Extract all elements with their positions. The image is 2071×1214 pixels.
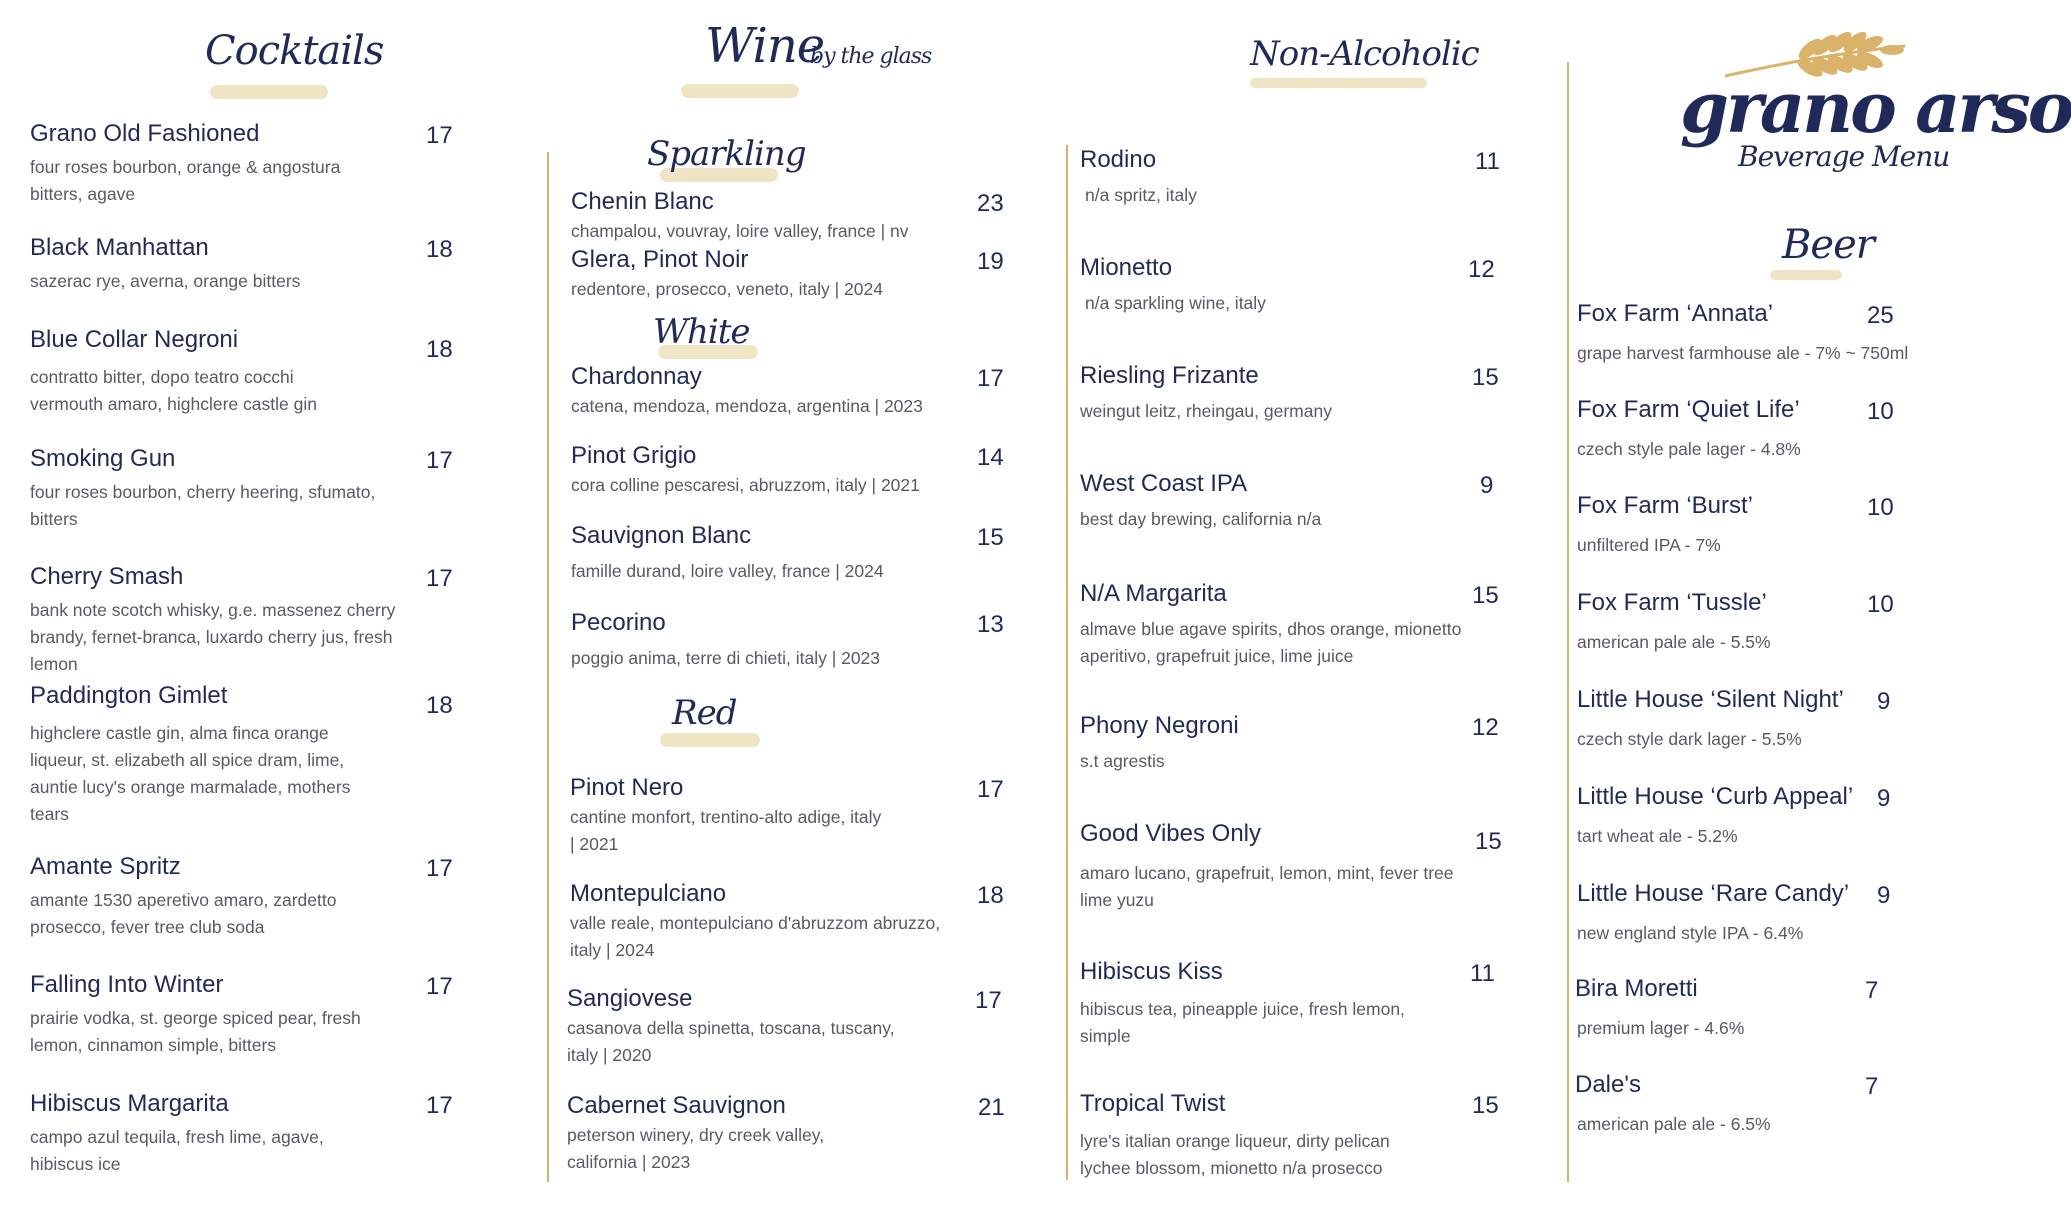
red-title-brush (660, 733, 760, 747)
item-name: Little House ‘Silent Night’ (1577, 686, 1844, 713)
non-alcoholic-title: Non-Alcoholic (1250, 34, 1479, 74)
item-description: cantine monfort, trentino-alto adige, italy | 2021 (570, 807, 882, 854)
menu-item (1577, 396, 1987, 463)
item-name: Montepulciano (570, 880, 727, 907)
menu-item (571, 363, 1016, 420)
item-price: 17 (426, 973, 453, 1000)
item-price: 9 (1877, 785, 1891, 812)
item-name: Hibiscus Kiss (1080, 958, 1223, 985)
red-title: Red (672, 693, 737, 733)
menu-item (571, 522, 1016, 585)
sparkling-title: Sparkling (647, 134, 806, 174)
cocktails-title-brush (210, 85, 328, 99)
item-description: amaro lucano, grapefruit, lemon, mint, fever tree lime yuzu (1080, 863, 1454, 910)
item-description: premium lager - 4.6% (1577, 1018, 1745, 1038)
menu-item (571, 246, 1016, 303)
item-name: Black Manhattan (30, 234, 209, 261)
item-price: 17 (977, 365, 1004, 392)
item-description: poggio anima, terre di chieti, italy | 2023 (571, 648, 881, 668)
item-name: Falling Into Winter (30, 971, 224, 998)
item-name: Fox Farm ‘Tussle’ (1577, 589, 1767, 616)
item-price: 15 (1472, 1092, 1499, 1119)
divider-non-alcoholic (1066, 145, 1068, 1180)
item-description: s.t agrestis (1080, 751, 1165, 771)
menu-item (1575, 975, 1985, 1042)
item-name: Rodino (1080, 146, 1157, 173)
item-name: Little House ‘Rare Candy’ (1577, 880, 1850, 907)
item-name: Phony Negroni (1080, 712, 1239, 739)
item-price: 17 (977, 776, 1004, 803)
item-description: american pale ale - 5.5% (1577, 632, 1771, 652)
item-price: 17 (975, 987, 1002, 1014)
item-price: 23 (977, 190, 1004, 217)
item-name: Cabernet Sauvignon (567, 1092, 786, 1119)
item-name: Chenin Blanc (571, 188, 714, 215)
item-description: almave blue agave spirits, dhos orange, mionetto aperitivo, grapefruit juice, lime juice (1080, 619, 1462, 666)
item-description: four roses bourbon, cherry heering, sfumato, bitters (30, 482, 376, 529)
item-description: best day brewing, california n/a (1080, 509, 1322, 529)
item-name: Fox Farm ‘Annata’ (1577, 300, 1774, 327)
item-description: bank note scotch whisky, g.e. massenez cherry brandy, fernet-branca, luxardo cherry jus, fresh lemon (30, 600, 396, 674)
item-price: 18 (426, 236, 453, 263)
item-price: 15 (977, 524, 1004, 551)
beer-title: Beer (1782, 222, 1874, 268)
item-description: hibiscus tea, pineapple juice, fresh lemon, simple (1080, 999, 1405, 1046)
menu-item (1577, 492, 1987, 559)
item-description: valle reale, montepulciano d'abruzzom abruzzo, italy | 2024 (570, 913, 941, 960)
item-price: 11 (1475, 148, 1500, 175)
item-price: 9 (1480, 472, 1494, 499)
item-description: tart wheat ale - 5.2% (1577, 826, 1738, 846)
item-price: 9 (1877, 882, 1891, 909)
item-description: casanova della spinetta, toscana, tuscany, italy | 2020 (567, 1018, 895, 1065)
wine-subtitle: by the glass (810, 44, 932, 69)
item-price: 9 (1877, 688, 1891, 715)
item-price: 17 (426, 122, 453, 149)
item-price: 15 (1472, 582, 1499, 609)
item-name: Blue Collar Negroni (30, 326, 239, 353)
item-description: american pale ale - 6.5% (1577, 1114, 1771, 1134)
menu-item (30, 563, 453, 678)
item-price: 11 (1470, 960, 1495, 987)
item-price: 15 (1475, 828, 1502, 855)
item-description: czech style pale lager - 4.8% (1577, 439, 1801, 459)
menu-item (30, 682, 453, 828)
item-name: Good Vibes Only (1080, 820, 1261, 847)
item-description: amante 1530 aperetivo amaro, zardetto prosecco, fever tree club soda (30, 890, 337, 937)
item-name: Sangiovese (567, 985, 693, 1012)
item-price: 25 (1867, 302, 1894, 329)
item-description: champalou, vouvray, loire valley, france | nv (571, 221, 909, 241)
menu-item (30, 234, 453, 295)
item-description: cora colline pescaresi, abruzzom, italy | 2021 (571, 475, 920, 495)
item-name: Fox Farm ‘Burst’ (1577, 492, 1754, 519)
item-description: czech style dark lager - 5.5% (1577, 729, 1802, 749)
item-price: 7 (1865, 977, 1879, 1004)
item-description: prairie vodka, st. george spiced pear, fresh lemon, cinnamon simple, bitters (30, 1008, 361, 1055)
item-name: Grano Old Fashioned (30, 120, 260, 147)
item-description: new england style IPA - 6.4% (1577, 923, 1804, 943)
menu-item (1577, 300, 1987, 367)
item-price: 7 (1865, 1073, 1879, 1100)
item-name: Tropical Twist (1080, 1090, 1226, 1117)
non-alcoholic-title-brush (1250, 78, 1427, 88)
item-price: 21 (978, 1094, 1005, 1121)
menu-item (30, 326, 453, 418)
menu-item (30, 120, 453, 208)
item-price: 17 (426, 447, 453, 474)
item-description: unfiltered IPA - 7% (1577, 535, 1721, 555)
wine-title: Wine (705, 18, 825, 74)
menu-item (1577, 783, 1987, 850)
item-name: Bira Moretti (1575, 975, 1698, 1002)
item-description: peterson winery, dry creek valley, california | 2023 (567, 1125, 825, 1172)
item-name: Glera, Pinot Noir (571, 246, 749, 273)
menu-item (1080, 254, 1495, 317)
item-name: Fox Farm ‘Quiet Life’ (1577, 396, 1800, 423)
item-price: 12 (1472, 714, 1499, 741)
beer-title-brush (1770, 270, 1842, 280)
item-price: 18 (426, 336, 453, 363)
menu-item (1575, 1071, 1985, 1138)
item-description: weingut leitz, rheingau, germany (1080, 401, 1332, 421)
menu-item (571, 442, 1016, 499)
item-name: Pecorino (571, 609, 666, 636)
item-name: Sauvignon Blanc (571, 522, 752, 549)
item-name: Dale's (1575, 1071, 1641, 1098)
item-description: highclere castle gin, alma finca orange liqueur, st. elizabeth all spice dram, lime, auntie lucy's orange marmalade, mothers tears (30, 723, 351, 824)
cocktails-title: Cocktails (205, 28, 384, 74)
menu-item (1080, 146, 1500, 209)
item-price: 15 (1472, 364, 1499, 391)
item-name: N/A Margarita (1080, 580, 1227, 607)
item-price: 18 (977, 882, 1004, 909)
menu-item (1080, 712, 1499, 775)
menu-item (567, 1092, 1012, 1176)
white-title: White (653, 312, 750, 352)
item-description: sazerac rye, averna, orange bitters (30, 271, 301, 291)
menu-item (571, 609, 1016, 672)
item-price: 14 (977, 444, 1004, 471)
item-name: Smoking Gun (30, 445, 176, 472)
menu-item (567, 985, 1012, 1069)
item-price: 13 (977, 611, 1004, 638)
brand-subtitle: Beverage Menu (1738, 140, 1950, 173)
menu-item (1577, 589, 1987, 656)
item-price: 17 (426, 855, 453, 882)
menu-item (1577, 880, 1987, 947)
item-name: Paddington Gimlet (30, 682, 228, 709)
item-name: Mionetto (1080, 254, 1173, 281)
item-description: grape harvest farmhouse ale - 7% ~ 750ml (1577, 343, 1909, 363)
menu-item (30, 853, 453, 941)
menu-item (570, 774, 1015, 858)
item-price: 17 (426, 565, 453, 592)
item-name: West Coast IPA (1080, 470, 1248, 497)
item-price: 18 (426, 692, 453, 719)
item-name: Riesling Frizante (1080, 362, 1259, 389)
item-description: famille durand, loire valley, france | 2024 (571, 561, 884, 581)
item-price: 17 (426, 1092, 453, 1119)
item-description: n/a spritz, italy (1085, 185, 1197, 205)
item-name: Little House ‘Curb Appeal’ (1577, 783, 1854, 810)
menu-item (1080, 820, 1502, 914)
item-name: Amante Spritz (30, 853, 181, 880)
item-name: Chardonnay (571, 363, 702, 390)
wine-title-brush (681, 84, 799, 98)
item-price: 10 (1867, 494, 1894, 521)
menu-item (570, 880, 1015, 964)
item-price: 19 (977, 248, 1004, 275)
divider-wine (547, 152, 549, 1182)
item-description: n/a sparkling wine, italy (1085, 293, 1266, 313)
menu-item (1577, 686, 1987, 753)
item-description: lyre's italian orange liqueur, dirty pelican lychee blossom, mionetto n/a prosecco (1080, 1131, 1390, 1178)
item-name: Cherry Smash (30, 563, 184, 590)
divider-beer (1567, 62, 1569, 1182)
item-price: 12 (1468, 256, 1495, 283)
menu-item (1080, 362, 1499, 425)
menu-item (30, 445, 453, 533)
brand-name: grano arso (1680, 66, 2071, 149)
menu-item (1080, 470, 1494, 533)
item-price: 10 (1867, 591, 1894, 618)
item-description: catena, mendoza, mendoza, argentina | 2023 (571, 396, 923, 416)
item-description: contratto bitter, dopo teatro cocchi vermouth amaro, highclere castle gin (30, 367, 317, 414)
item-description: four roses bourbon, orange & angostura bitters, agave (30, 157, 341, 204)
menu-item (30, 971, 453, 1059)
item-name: Pinot Nero (570, 774, 684, 801)
menu-item (1080, 958, 1495, 1050)
item-name: Hibiscus Margarita (30, 1090, 229, 1117)
menu-item (30, 1090, 453, 1178)
menu-item (1080, 1090, 1499, 1182)
item-description: campo azul tequila, fresh lime, agave, hibiscus ice (30, 1127, 324, 1174)
menu-item (1080, 580, 1499, 670)
item-price: 10 (1867, 398, 1894, 425)
menu-item (571, 188, 1016, 245)
item-name: Pinot Grigio (571, 442, 697, 469)
item-description: redentore, prosecco, veneto, italy | 2024 (571, 279, 883, 299)
